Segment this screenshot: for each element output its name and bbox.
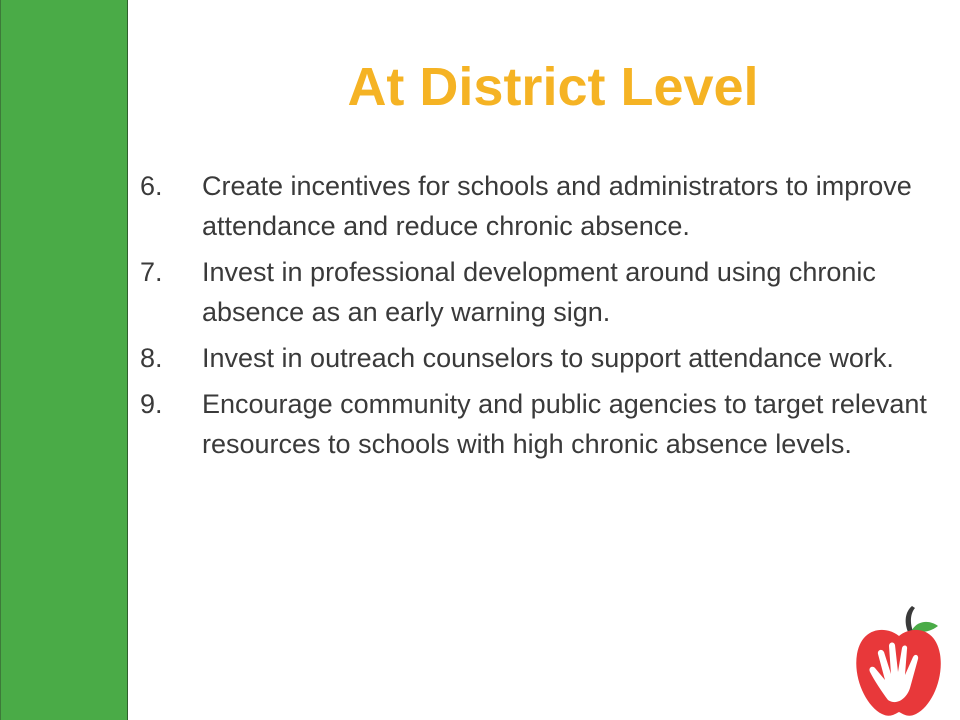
list-item-text: Create incentives for schools and administrators to improve attendance and reduce chronic absence. xyxy=(202,171,912,241)
numbered-list xyxy=(140,166,945,470)
list-item-text: Invest in outreach counselors to support attendance work. xyxy=(202,343,894,373)
list-item-number: 9. xyxy=(140,389,163,419)
apple-hand-icon xyxy=(852,602,946,720)
list-item xyxy=(140,166,945,246)
sidebar-green-bar xyxy=(0,0,128,720)
list-item xyxy=(140,384,945,464)
list-item-number: 6. xyxy=(140,171,163,201)
list-item-text: Encourage community and public agencies to target relevant resources to schools with high chronic absence levels. xyxy=(202,389,927,459)
slide-title: At District Level xyxy=(347,57,759,117)
list-item-number: 8. xyxy=(140,343,163,373)
list-item xyxy=(140,338,945,378)
list-item xyxy=(140,252,945,332)
list-item-number: 7. xyxy=(140,257,163,287)
list-item-text: Invest in professional development around using chronic absence as an early warning sign. xyxy=(202,257,876,327)
